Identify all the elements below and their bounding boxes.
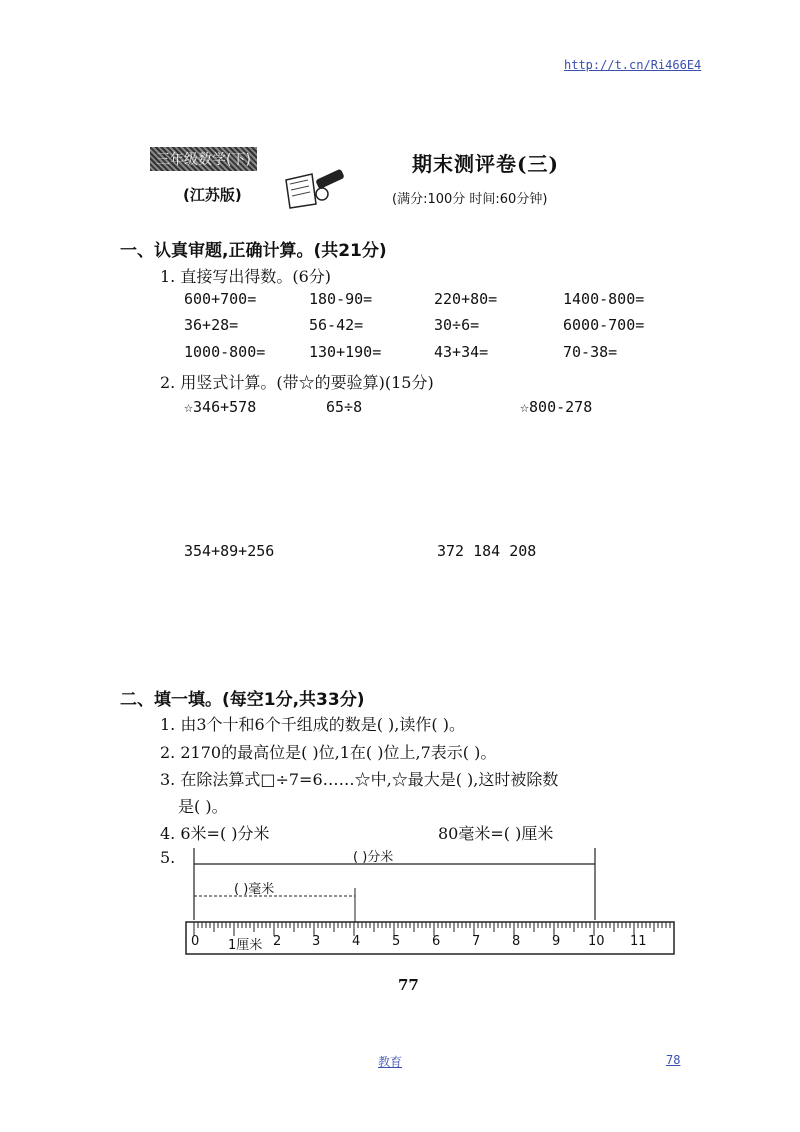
- ruler-tick-label: 9: [552, 934, 561, 949]
- calc-item: 36+28=: [184, 316, 239, 334]
- ruler-tick-label: 7: [472, 934, 481, 949]
- vertical-calc-item: ☆346+578: [184, 398, 257, 416]
- ruler-tick-label: 4: [352, 934, 361, 949]
- vertical-calc-item: 372 184 208: [437, 542, 537, 560]
- calc-item: 600+700=: [184, 290, 257, 308]
- calc-item: 70-38=: [563, 343, 618, 361]
- question-1-title: 1. 直接写出得数。(6分): [160, 267, 332, 286]
- vertical-calc-item: ☆800-278: [520, 398, 593, 416]
- calc-item: 56-42=: [309, 316, 364, 334]
- calc-item: 6000-700=: [563, 316, 645, 334]
- ruler-tick-label: 1厘米: [228, 938, 263, 953]
- ruler-tick-label: 6: [432, 934, 441, 949]
- calc-item: 1400-800=: [563, 290, 645, 308]
- edition-label: (江苏版): [183, 186, 242, 204]
- grade-badge: 三年级数学(下): [150, 147, 257, 171]
- header-url-link[interactable]: http://t.cn/Ri466E4: [564, 58, 702, 72]
- calc-item: 1000-800=: [184, 343, 266, 361]
- ruler-tick-label: 10: [588, 934, 605, 949]
- ruler-tick-label: 0: [191, 934, 200, 949]
- exam-meta: (满分:100分 时间:60分钟): [392, 192, 548, 207]
- section-2-title: 二、填一填。(每空1分,共33分): [120, 690, 365, 710]
- ruler-tick-label: 8: [512, 934, 521, 949]
- footer-page-link[interactable]: 78: [666, 1053, 681, 1067]
- dm-blank-label: ( )分米: [353, 850, 394, 865]
- question-2-title: 2. 用竖式计算。(带☆的要验算)(15分): [160, 373, 434, 392]
- fill-item-1: 1. 由3个十和6个千组成的数是( ),读作( )。: [160, 715, 465, 734]
- vertical-calc-item: 65÷8: [326, 398, 363, 416]
- footer-center-link[interactable]: 教育: [378, 1055, 403, 1069]
- page-title: 期末测评卷(三): [412, 152, 559, 176]
- fill-item-3: 3. 在除法算式□÷7=6……☆中,☆最大是( ),这时被除数: [160, 770, 559, 789]
- book-illustration-icon: [282, 160, 352, 212]
- calc-item: 30÷6=: [434, 316, 480, 334]
- fill-item-4b: 80毫米=( )厘米: [438, 824, 554, 843]
- fill-item-4a: 4. 6米=( )分米: [160, 824, 270, 843]
- calc-item: 220+80=: [434, 290, 498, 308]
- fill-item-2: 2. 2170的最高位是( )位,1在( )位上,7表示( )。: [160, 743, 497, 762]
- vertical-calc-item: 354+89+256: [184, 542, 275, 560]
- mm-blank-label: ( )毫米: [234, 882, 275, 897]
- calc-item: 180-90=: [309, 290, 373, 308]
- ruler-tick-label: 3: [312, 934, 321, 949]
- fill-item-5-label: 5.: [160, 848, 176, 867]
- calc-item: 43+34=: [434, 343, 489, 361]
- page-number: 77: [398, 976, 419, 994]
- ruler-tick-label: 11: [630, 934, 647, 949]
- fill-item-3-continued: 是( )。: [178, 797, 228, 816]
- ruler-tick-label: 5: [392, 934, 401, 949]
- ruler-tick-label: 2: [273, 934, 282, 949]
- section-1-title: 一、认真审题,正确计算。(共21分): [120, 241, 387, 261]
- calc-item: 130+190=: [309, 343, 382, 361]
